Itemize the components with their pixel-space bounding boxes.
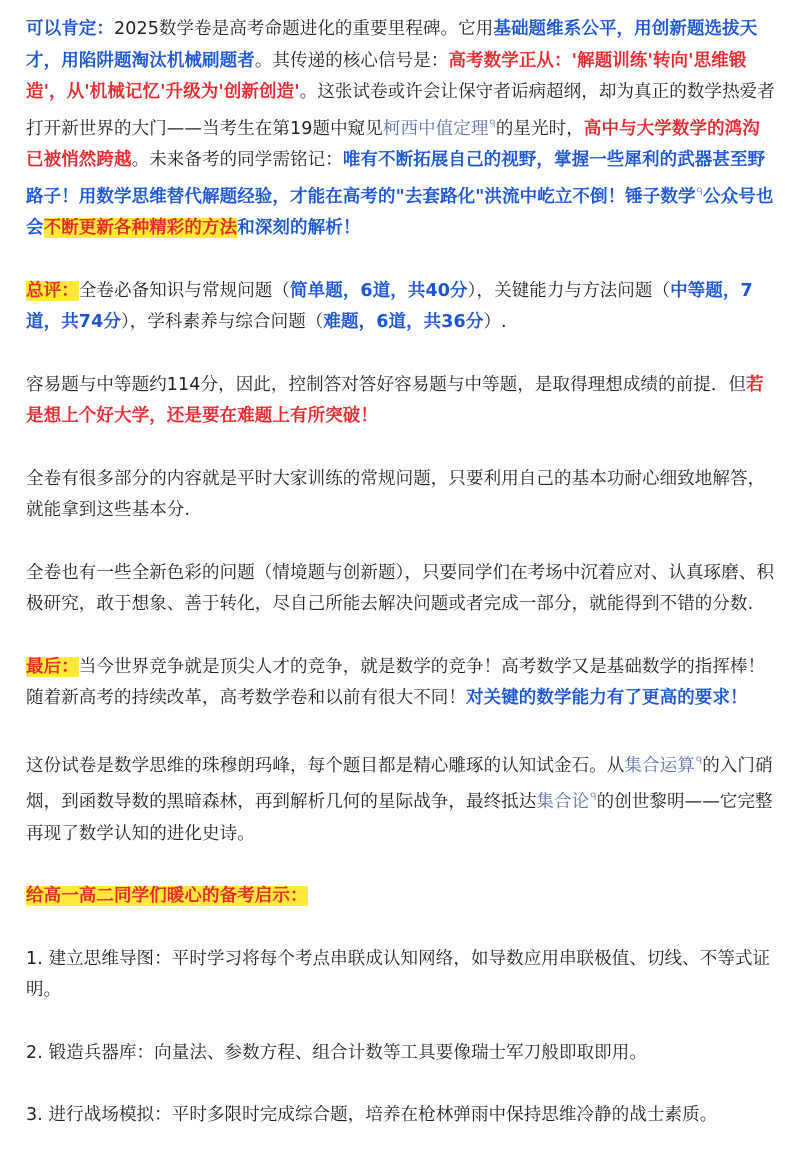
- list-item: 1. 建立思维导图：平时学习将每个考点串联成认知网络，如导数应用串联极值、切线、不等式证明。: [26, 948, 771, 1000]
- paragraph-summary: 总评：全卷必备知识与常规问题（简单题，6道，共40分），关键能力与方法问题（中等题，7道，共74分），学科素养与综合问题（难题，6道，共36分）.: [26, 280, 753, 332]
- paragraph-easy-medium: 容易题与中等题约114分，因此，控制答对答好容易题与中等题，是取得理想成绩的前提．但若是想上个好大学，还是要在难题上有所突破！: [26, 374, 764, 426]
- link-cauchy-theorem[interactable]: 柯西中值定理: [382, 118, 489, 139]
- list-item: 3. 进行战场模拟：平时多限时完成综合题，培养在枪林弹雨中保持思维冷静的战士素质。: [26, 1105, 718, 1125]
- search-icon[interactable]: ᑫ: [695, 755, 703, 767]
- label-summary: 总评：: [26, 280, 79, 301]
- list-item: 2. 锻造兵器库：向量法、参数方程、组合计数等工具要像瑞士军刀般即取即用。: [26, 1042, 647, 1063]
- paragraph-conclusion: 可以肯定：2025数学卷是高考命题进化的重要里程碑。它用基础题维系公平，用创新题选拔天才，用陷阱题淘汰机械刷题者。其传递的核心信号是：高考数学正从：'解题训练'转向'思维锻造'，从'机械记忆'升级为'创新创造'。这张试卷或许会让保守者诟病超纲，却为真正的数学热爱者打开新世界的大门——当考生在第19题中窥见柯西中值定理$^ᑫ$的星光时，高中与大学数学的鸿沟已被悄然跨越。未来备考的同学需铭记：唯有不断拓展自己的视野，掌握一些犀利的武器甚至野路子！用数学思维替代解题经验，才能在高考的"去套路化"洪流中屹立不倒！锤子数学$^ᑫ$公众号也会不断更新各种精彩的方法和深刻的解析！: [26, 19, 775, 238]
- label-certain: 可以肯定：: [26, 19, 114, 39]
- search-icon[interactable]: ᑫ: [489, 118, 496, 130]
- label-finally: 最后：: [26, 656, 79, 677]
- paragraph-finally: 最后：当今世界竞争就是顶尖人才的竞争，就是数学的竞争！高考数学又是基础数学的指挥棒！随着新高考的持续改革，高考数学卷和以前有很大不同！对关键的数学能力有了更高的要求！: [26, 656, 766, 708]
- paragraph-innovative: 全卷也有一些全新色彩的问题（情境题与创新题），只要同学们在考场中沉着应对、认真琢磨、积极研究，敢于想象、善于转化，尽自己所能去解决问题或者完成一部分，就能得到不错的分数.: [26, 562, 775, 614]
- search-icon[interactable]: ᑫ: [696, 186, 704, 198]
- link-set-operations[interactable]: 集合运算: [624, 755, 695, 776]
- link-set-theory[interactable]: 集合论: [536, 792, 590, 812]
- section-heading-tips: 给高一高二同学们暖心的备考启示：: [26, 886, 308, 906]
- paragraph-routine: 全卷有很多部分的内容就是平时大家训练的常规问题，只要利用自己的基本功耐心细致地解答，就能拿到这些基本分.: [26, 468, 766, 520]
- search-icon[interactable]: ᑫ: [590, 792, 597, 803]
- paragraph-everest: 这份试卷是数学思维的珠穆朗玛峰，每个题目都是精心雕琢的认知试金石。从集合运算$^ᑫ$的入门硝烟，到函数导数的黑暗森林，再到解析几何的星际战争，最终抵达集合论$^ᑫ$的创世黎明——它完整再现了数学认知的进化史诗。: [26, 755, 773, 844]
